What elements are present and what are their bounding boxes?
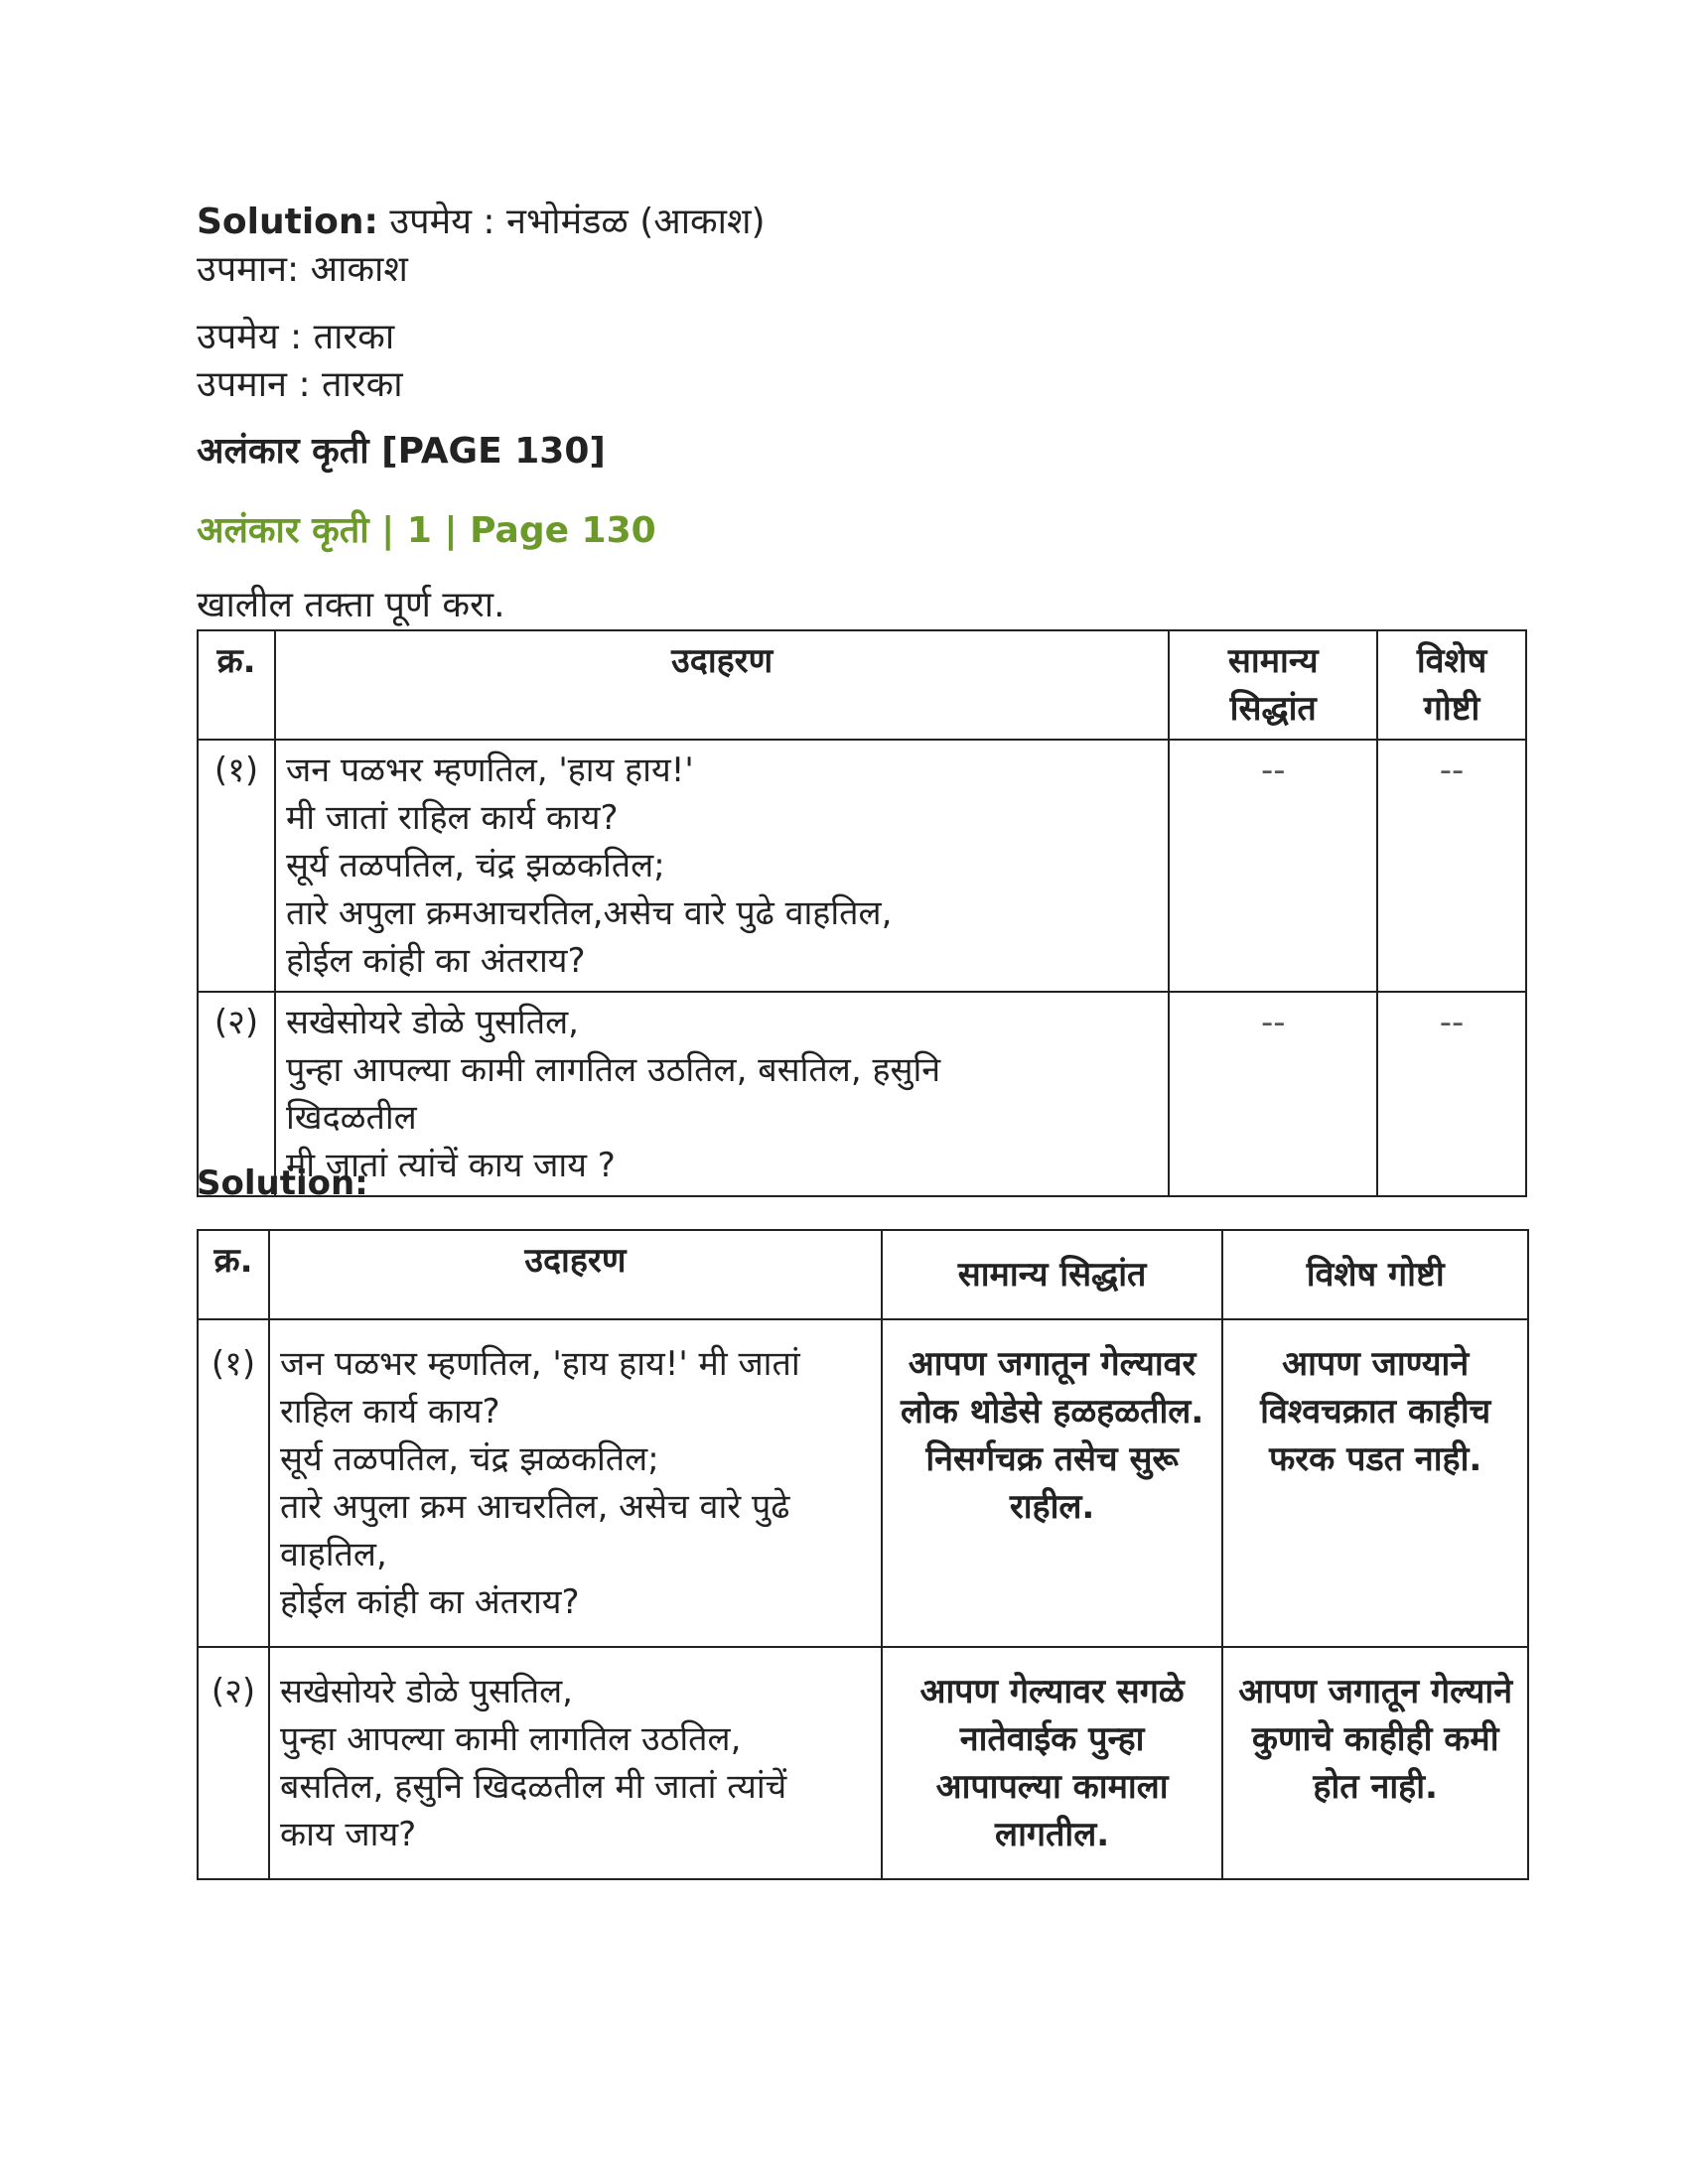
- table-row: [198, 1319, 1528, 1647]
- general-answer: आपण जगातून गेल्यावर लोक थोडेसे हळहळतील. निसर्गचक्र तसेच सुरू राहील.: [882, 1319, 1223, 1647]
- example-line: पुन्हा आपल्या कामी लागतिल उठतिल, बसतिल, हसुनि: [285, 1050, 941, 1090]
- table-row: [198, 740, 1526, 992]
- example-line: मी जातां राहिल कार्य काय?: [285, 798, 619, 838]
- example-line: काय जाय?: [279, 1815, 417, 1854]
- special-cell: --: [1377, 740, 1526, 992]
- example-cell: [275, 992, 1169, 1196]
- special-answer: आपण जगातून गेल्याने कुणाचे काहीही कमी होत नाही.: [1222, 1647, 1528, 1879]
- intro-line-3: उपमेय : तारका: [197, 317, 395, 357]
- header-serial: क्र.: [198, 1230, 269, 1319]
- intro-line-4: उपमान : तारका: [197, 364, 403, 405]
- header-special: विशेष गोष्टी: [1377, 630, 1526, 740]
- example-line: जन पळभर म्हणतिल, 'हाय हाय!': [285, 751, 694, 790]
- special-cell: --: [1377, 992, 1526, 1196]
- example-line: जन पळभर म्हणतिल, 'हाय हाय!' मी जातां: [279, 1344, 800, 1384]
- instruction-text: खालील तक्ता पूर्ण करा.: [197, 585, 505, 625]
- example-line: बसतिल, हसुनि खिदळतील मी जातां त्यांचें: [279, 1767, 787, 1807]
- question-table-header: [198, 630, 1526, 740]
- example-line: तारे अपुला क्रमआचरतिल,असेच वारे पुढे वाहतिल,: [285, 893, 893, 933]
- intro-line-1: [197, 199, 766, 246]
- intro-text-1: उपमेय : नभोमंडळ (आकाश): [389, 202, 766, 242]
- header-general: सामान्य सिद्धांत: [1169, 630, 1377, 740]
- header-serial: क्र.: [198, 630, 275, 740]
- example-line: खिदळतील: [285, 1098, 417, 1138]
- example-line: राहिल कार्य काय?: [279, 1392, 500, 1432]
- example-line: होईल कांही का अंतराय?: [279, 1582, 580, 1622]
- example-line: सूर्य तळपतिल, चंद्र झळकतिल;: [279, 1439, 659, 1479]
- header-example: उदाहरण: [269, 1230, 882, 1319]
- intro-block: [197, 199, 766, 409]
- section-heading: अलंकार कृती [PAGE 130]: [197, 431, 606, 472]
- header-general: सामान्य सिद्धांत: [882, 1230, 1223, 1319]
- example-line: होईल कांही का अंतराय?: [285, 941, 586, 981]
- answer-table: [197, 1229, 1529, 1880]
- example-line: तारे अपुला क्रम आचरतिल, असेच वारे पुढे: [279, 1487, 790, 1527]
- example-line: मी जातां त्यांचें काय जाय ?: [285, 1146, 616, 1185]
- row-number: (१): [198, 740, 275, 992]
- intro-line-2: उपमान: आकाश: [197, 249, 408, 290]
- example-cell: [269, 1647, 882, 1879]
- header-example: उदाहरण: [275, 630, 1169, 740]
- example-cell: [269, 1319, 882, 1647]
- general-cell: --: [1169, 992, 1377, 1196]
- general-cell: --: [1169, 740, 1377, 992]
- header-special: विशेष गोष्टी: [1222, 1230, 1528, 1319]
- example-line: सखेसोयरे डोळे पुसतिल,: [285, 1003, 579, 1042]
- table-row: [198, 992, 1526, 1196]
- example-line: पुन्हा आपल्या कामी लागतिल उठतिल,: [279, 1719, 742, 1759]
- row-number: (२): [198, 1647, 269, 1879]
- answer-table-header: [198, 1230, 1528, 1319]
- solution-label: Solution:: [197, 202, 378, 242]
- table-row: [198, 1647, 1528, 1879]
- solution-label-2: Solution:: [197, 1163, 368, 1203]
- row-number: (१): [198, 1319, 269, 1647]
- row-number: (२): [198, 992, 275, 1196]
- question-table: [197, 629, 1527, 1197]
- example-line: सखेसोयरे डोळे पुसतिल,: [279, 1672, 573, 1711]
- example-cell: [275, 740, 1169, 992]
- special-answer: आपण जाण्याने विश्वचक्रात काहीच फरक पडत नाही.: [1222, 1319, 1528, 1647]
- example-line: वाहतिल,: [279, 1535, 387, 1574]
- sub-heading: अलंकार कृती | 1 | Page 130: [197, 510, 656, 551]
- example-line: सूर्य तळपतिल, चंद्र झळकतिल;: [285, 846, 665, 886]
- general-answer: आपण गेल्यावर सगळे नातेवाईक पुन्हा आपापल्या कामाला लागतील.: [882, 1647, 1223, 1879]
